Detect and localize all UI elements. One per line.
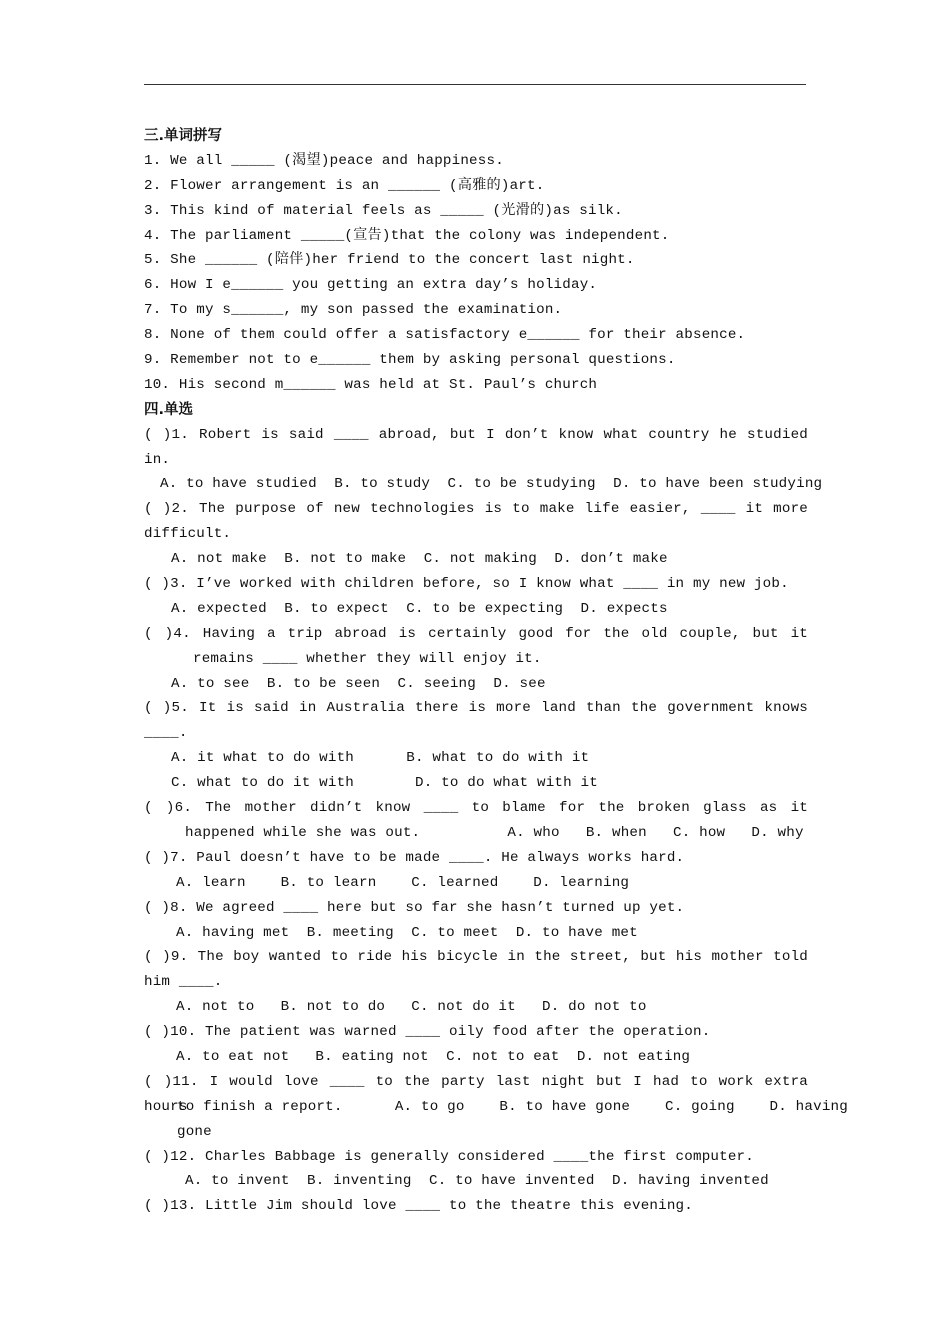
q11-stem: ( )11. I would love ____ to the party last night but I had to work extra hours: [144, 1073, 808, 1115]
spelling-item-8: 8. None of them could offer a satisfactory e______ for their absence.: [144, 327, 746, 344]
q5-options-row1: A. it what to do with B. what to do with it: [171, 750, 590, 767]
spelling-item-1: 1. We all _____ (渴望)peace and happiness.: [144, 152, 504, 169]
q3-options: A. expected B. to expect C. to be expecting D. expects: [171, 600, 668, 617]
q4-stem-cont: remains ____ whether they will enjoy it.: [193, 650, 542, 667]
q11-stem-cont: to finish a report. A. to go B. to have gone C. going D. having: [177, 1098, 848, 1115]
spelling-item-2: 2. Flower arrangement is an ______ (高雅的)art.: [144, 177, 545, 194]
q1-stem: ( )1. Robert is said ____ abroad, but I don’t know what country he studied: [144, 426, 808, 443]
q10-options: A. to eat not B. eating not C. not to eat D. not eating: [176, 1048, 691, 1065]
q10-stem: ( )10. The patient was warned ____ oily food after the operation.: [144, 1024, 711, 1041]
q2-stem-cont: difficult.: [144, 526, 232, 543]
q8-stem: ( )8. We agreed ____ here but so far she hasn’t turned up yet.: [144, 899, 685, 916]
q9-stem-cont: him ____.: [144, 974, 223, 991]
q9-stem: ( )9. The boy wanted to ride his bicycle in the street, but his mother told: [144, 949, 808, 966]
q9-options: A. not to B. not to do C. not do it D. do not to: [176, 999, 647, 1016]
section3-heading: 三.单词拼写: [144, 128, 223, 144]
q1-options: A. to have studied B. to study C. to be studying D. to have been studying: [160, 476, 823, 493]
spelling-item-4: 4. The parliament _____(宣告)that the colony was independent.: [144, 227, 670, 244]
spelling-item-10: 10. His second m______ was held at St. Paul’s church: [144, 376, 598, 393]
section4-heading: 四.单选: [144, 401, 194, 418]
q4-options: A. to see B. to be seen C. seeing D. see: [171, 675, 546, 692]
header-rule: [144, 84, 806, 85]
spelling-item-6: 6. How I e______ you getting an extra day’s holiday.: [144, 277, 598, 294]
spelling-item-7: 7. To my s______, my son passed the examination.: [144, 302, 563, 319]
q2-stem: ( )2. The purpose of new technologies is to make life easier, ____ it more: [144, 501, 808, 518]
q12-options: A. to invent B. inventing C. to have invented D. having invented: [185, 1173, 769, 1190]
q5-stem-cont: ____.: [144, 725, 188, 742]
q1-stem-cont: in.: [144, 451, 171, 468]
q13-stem: ( )13. Little Jim should love ____ to the theatre this evening.: [144, 1198, 693, 1215]
q7-stem: ( )7. Paul doesn’t have to be made ____. He always works hard.: [144, 849, 685, 866]
q8-options: A. having met B. meeting C. to meet D. to have met: [176, 924, 638, 941]
q7-options: A. learn B. to learn C. learned D. learning: [176, 874, 630, 891]
q2-options: A. not make B. not to make C. not making D. don’t make: [171, 551, 668, 568]
spelling-item-9: 9. Remember not to e______ them by asking personal questions.: [144, 352, 676, 369]
q4-stem: ( )4. Having a trip abroad is certainly good for the old couple, but it: [144, 625, 808, 642]
q3-stem: ( )3. I’ve worked with children before, so I know what ____ in my new job.: [144, 576, 789, 593]
spelling-item-3: 3. This kind of material feels as _____ (光滑的)as silk.: [144, 202, 623, 219]
spelling-item-5: 5. She ______ (陪伴)her friend to the concert last night.: [144, 252, 635, 269]
q12-stem: ( )12. Charles Babbage is generally considered ____the first computer.: [144, 1148, 754, 1165]
q5-options-row2: C. what to do it with D. to do what with it: [171, 775, 598, 792]
q11-stem-cont2: gone: [177, 1123, 212, 1140]
q6-stem-cont: happened while she was out. A. who B. when C. how D. why: [185, 824, 804, 841]
exercise-content: [144, 124, 848, 1219]
q5-stem: ( )5. It is said in Australia there is more land than the government knows: [144, 700, 808, 717]
q6-stem: ( )6. The mother didn’t know ____ to blame for the broken glass as it: [144, 800, 808, 817]
